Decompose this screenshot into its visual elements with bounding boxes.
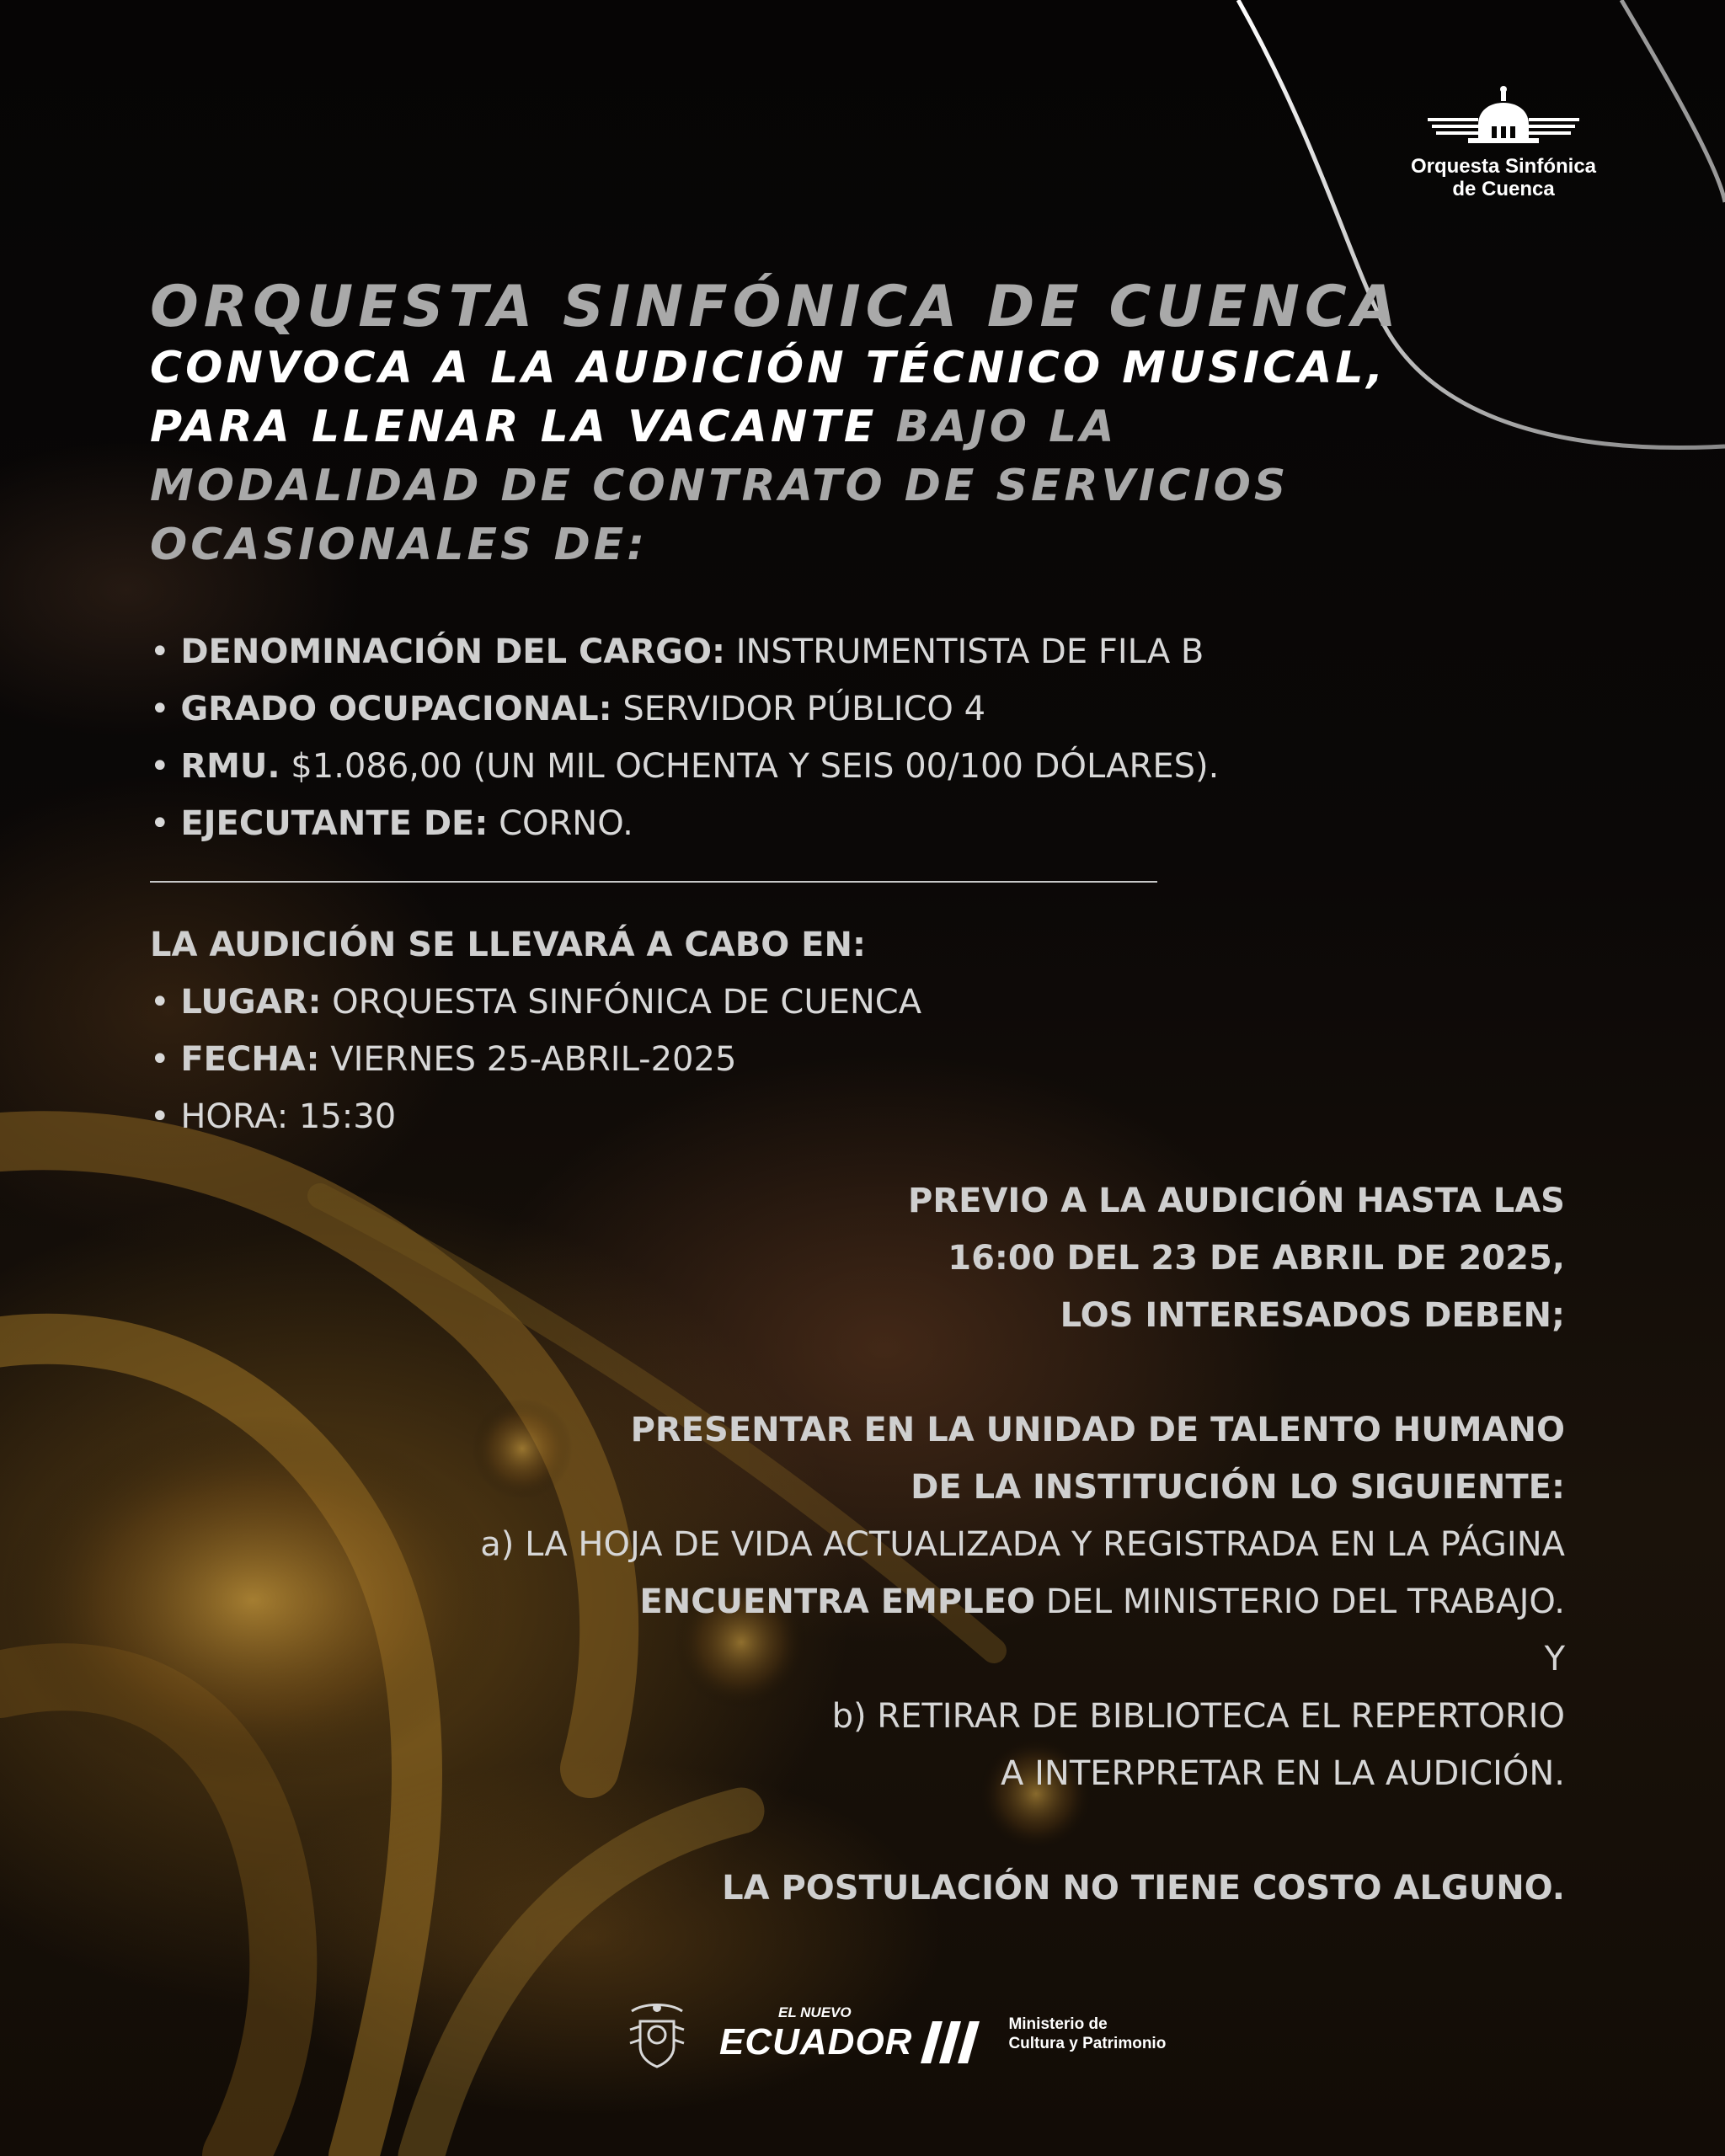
spec-label: EJECUTANTE DE:	[180, 804, 489, 843]
headline-line3	[150, 398, 1401, 456]
req-line11: LA POSTULACIÓN NO TIENE COSTO ALGUNO.	[722, 1869, 1565, 1908]
req-line: b) RETIRAR DE BIBLIOTECA EL REPERTORIO	[831, 1697, 1565, 1736]
audition-details	[150, 916, 921, 1145]
audition-heading-text: LA AUDICIÓN SE LLEVARÁ A CABO EN:	[150, 926, 866, 964]
ministry-line1: Ministerio de	[1008, 2015, 1108, 2033]
logo-name-line2: de Cuenca	[1452, 178, 1555, 200]
headline-title: ORQUESTA SINFÓNICA DE CUENCA	[150, 274, 1402, 340]
req-line7-bold: ENCUENTRA EMPLEO	[639, 1582, 1036, 1621]
headline-line5	[150, 515, 1401, 574]
spec-label: DENOMINACIÓN DEL CARGO:	[180, 632, 725, 671]
spec-item: • EJECUTANTE DE: CORNO.	[150, 804, 633, 843]
audition-place: • LUGAR: ORQUESTA SINFÓNICA DE CUENCA	[150, 983, 922, 1022]
req-line4: PRESENTAR EN LA UNIDAD DE TALENTO HUMANO	[630, 1411, 1565, 1449]
spec-label: RMU.	[180, 747, 280, 786]
req-line5: DE LA INSTITUCIÓN LO SIGUIENTE:	[911, 1468, 1565, 1507]
job-specs	[150, 623, 1219, 852]
brand-small-text: EL NUEVO	[778, 2004, 852, 2020]
headline-line3-white: PARA LLENAR LA VACANTE	[150, 402, 878, 452]
date-label: FECHA:	[180, 1040, 320, 1079]
req-line: A INTERPRETAR EN LA AUDICIÓN.	[1001, 1754, 1565, 1793]
spec-label: GRADO OCUPACIONAL:	[180, 690, 612, 728]
orchestra-logo	[1398, 84, 1609, 200]
spec-value: SERVIDOR PÚBLICO 4	[611, 690, 986, 728]
place-value: ORQUESTA SINFÓNICA DE CUENCA	[321, 983, 922, 1022]
requirements	[386, 1172, 1565, 1917]
headline-line5-text: OCASIONALES DE:	[150, 520, 649, 570]
spec-item: • GRADO OCUPACIONAL: SERVIDOR PÚBLICO 4	[150, 690, 986, 728]
cathedral-dome-icon	[1419, 84, 1588, 152]
audition-time: • HORA: 15:30	[150, 1097, 397, 1136]
spec-value: CORNO.	[488, 804, 633, 843]
spec-item: • DENOMINACIÓN DEL CARGO: INSTRUMENTISTA DE FILA B	[150, 632, 1204, 671]
req-line3: LOS INTERESADOS DEBEN;	[1060, 1296, 1565, 1335]
req-line	[386, 1230, 1565, 1287]
headline	[150, 274, 1402, 574]
req-line: Y	[1544, 1640, 1565, 1678]
coat-of-arms-icon	[623, 1996, 691, 2072]
headline-line4-text: MODALIDAD DE CONTRATO DE SERVICIOS	[150, 461, 1290, 511]
headline-line4	[150, 456, 1401, 515]
req-line	[386, 1459, 1565, 1516]
req-line	[386, 1287, 1565, 1344]
audition-heading	[150, 916, 921, 974]
footer-logos	[623, 1996, 1166, 2072]
logo-name-line1: Orquesta Sinfónica	[1410, 155, 1597, 178]
req-line1: PREVIO A LA AUDICIÓN HASTA LAS	[908, 1182, 1565, 1220]
divider	[150, 881, 1157, 883]
date-value: VIERNES 25-ABRIL-2025	[319, 1040, 737, 1079]
spec-value: INSTRUMENTISTA DE FILA B	[724, 632, 1204, 671]
time-text: HORA: 15:30	[180, 1097, 397, 1136]
audition-date: • FECHA: VIERNES 25-ABRIL-2025	[150, 1040, 737, 1079]
headline-line2: CONVOCA A LA AUDICIÓN TÉCNICO MUSICAL,	[150, 343, 1387, 393]
req-line: a) LA HOJA DE VIDA ACTUALIZADA Y REGISTRADA EN LA PÁGINA	[480, 1525, 1565, 1564]
req-line2: 16:00 DEL 23 DE ABRIL DE 2025,	[948, 1239, 1565, 1278]
req-line	[386, 1860, 1565, 1917]
req-line	[386, 1401, 1565, 1459]
spec-item: • RMU. $1.086,00 (UN MIL OCHENTA Y SEIS 00/100 DÓLARES).	[150, 747, 1220, 786]
req-line7-rest: DEL MINISTERIO DEL TRABAJO.	[1035, 1582, 1565, 1621]
spec-value: $1.086,00 (UN MIL OCHENTA Y SEIS 00/100 DÓLARES).	[280, 747, 1220, 786]
brand-big-text: ECUADOR	[719, 2021, 913, 2063]
req-line	[386, 1172, 1565, 1230]
req-line	[386, 1573, 1565, 1630]
curve-line	[1621, 0, 1725, 202]
brand-stripes-icon	[912, 2021, 980, 2063]
place-label: LUGAR:	[180, 983, 322, 1022]
ministry-line2: Cultura y Patrimonio	[1008, 2035, 1167, 2052]
el-nuevo-ecuador-logo	[719, 2004, 980, 2063]
headline-line3-gray: BAJO LA	[877, 402, 1118, 452]
ministry-name	[1008, 2015, 1166, 2053]
orchestra-name	[1398, 155, 1609, 200]
